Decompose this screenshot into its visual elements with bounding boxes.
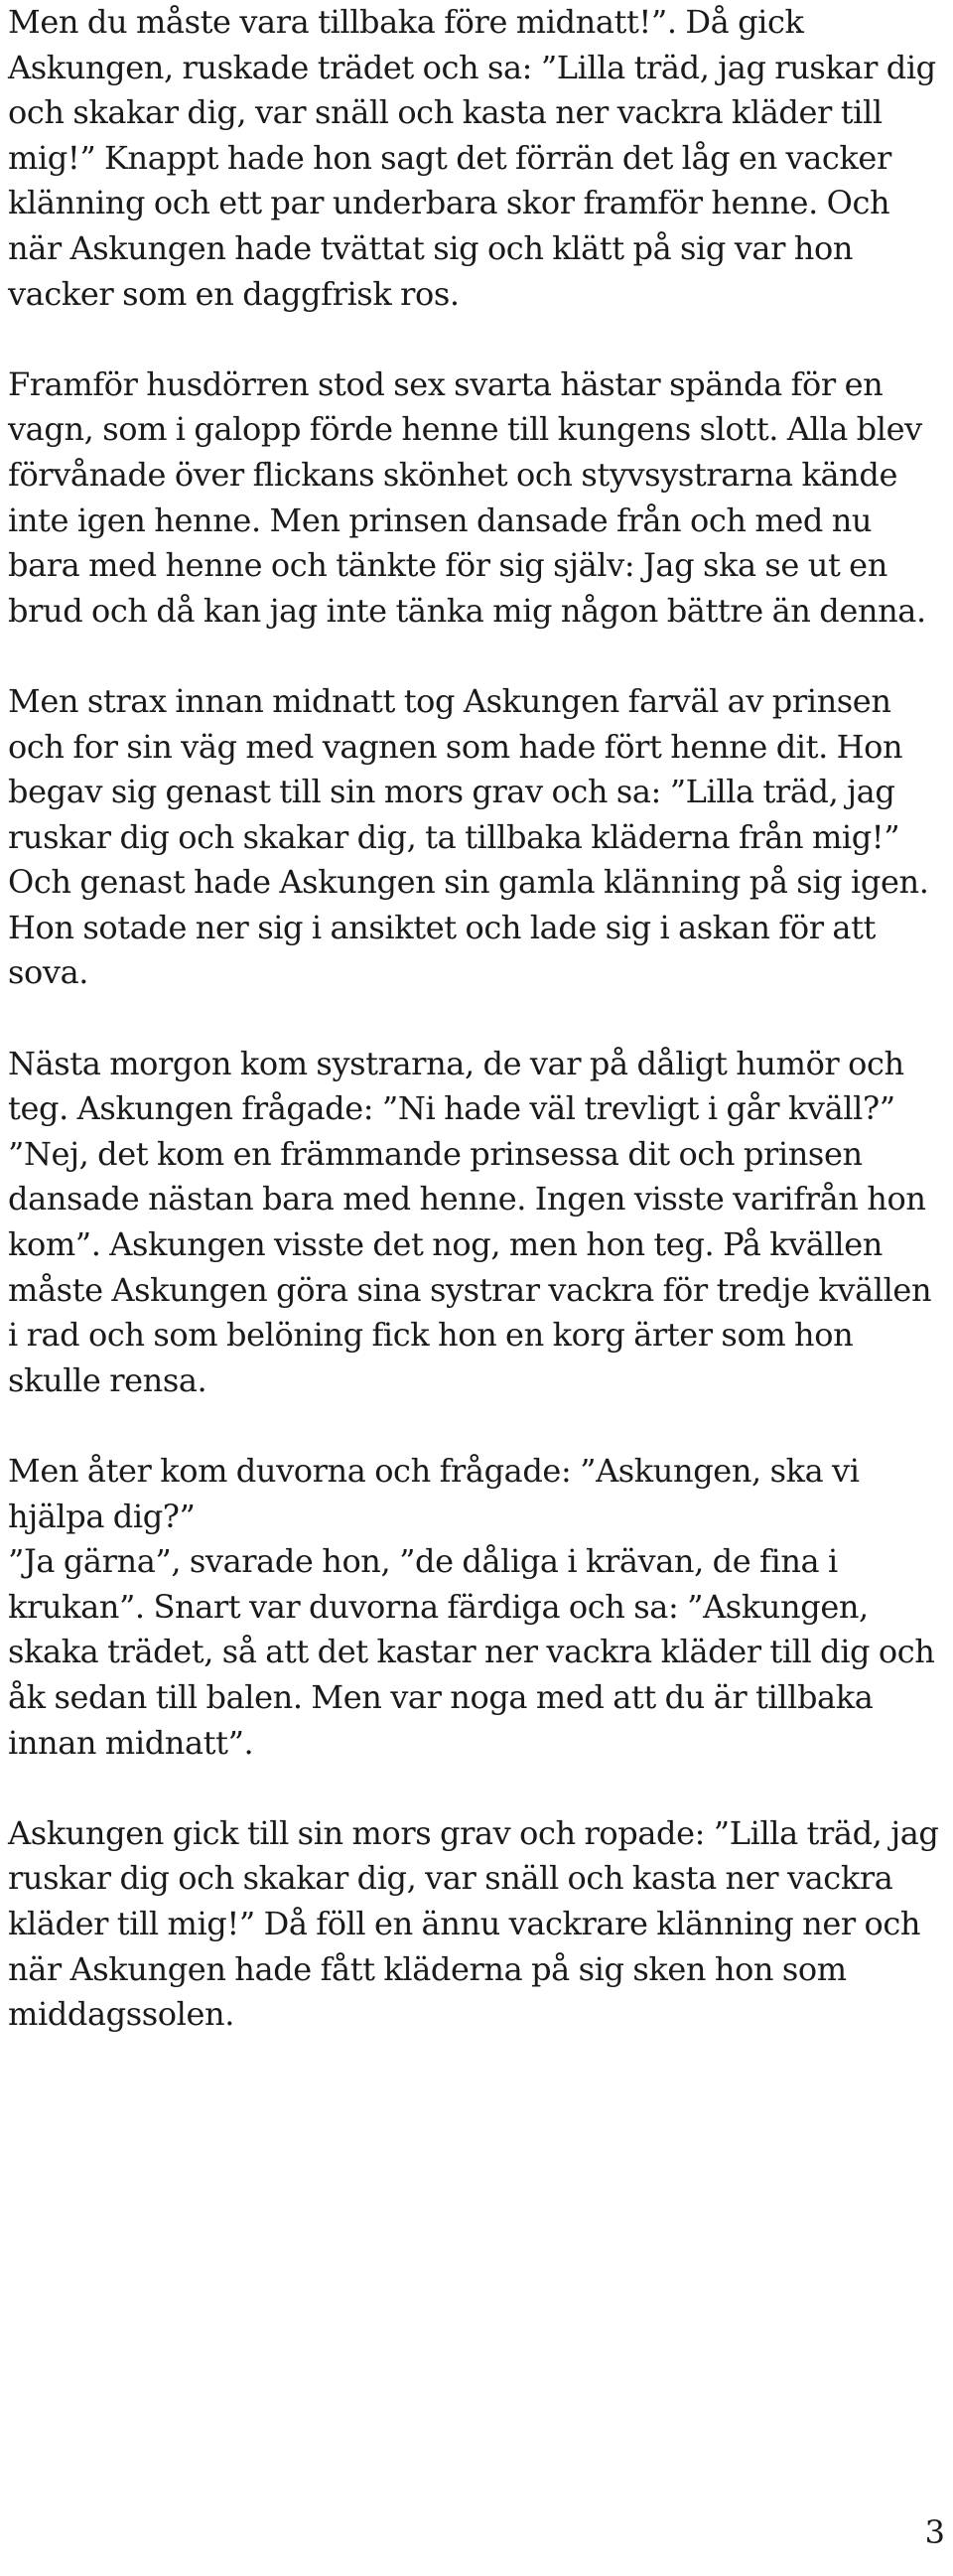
paragraph-7: ”Ja gärna”, svarade hon, ”de dåliga i krävan, de fina i krukan”. Snart var duvorna färdiga och sa: ”Askungen, skaka trädet, så att det kastar ner vackra kläder till dig och åk sedan till balen. Men var noga med att du är tillbaka innan midnatt”. <box>8 1542 935 1762</box>
paragraph-1: Men du måste vara tillbaka före midnatt!”. Då gick Askungen, ruskade trädet och sa: ”Lilla träd, jag ruskar dig och skakar dig, var snäll och kasta ner vackra kläder till mig!” Knappt hade hon sagt det förrän det låg en vacker klänning och ett par underbara skor framför henne. Och när Askungen hade tvättat sig och klätt på sig var hon vacker som en daggfrisk ros. <box>8 3 936 313</box>
paragraph-5: ”Nej, det kom en främmande prinsessa dit och prinsen dansade nästan bara med henne. Ingen visste varifrån hon kom”. Askungen visste det nog, men hon teg. På kvällen måste Askungen göra sina systrar vackra för tredje kvällen i rad och som belöning fick hon en korg ärter som hon skulle rensa. <box>8 1134 932 1399</box>
paragraph-8: Askungen gick till sin mors grav och ropade: ”Lilla träd, jag ruskar dig och skakar dig, var snäll och kasta ner vackra kläder till mig!” Då föll en ännu vackrare klänning ner och när Askungen hade fått kläderna på sig sken hon som middagssolen. <box>8 1813 939 2034</box>
page-number: 3 <box>924 2513 945 2551</box>
paragraph-2: Framför husdörren stod sex svarta hästar spända för en vagn, som i galopp förde henne till kungens slott. Alla blev förvånade över flickans skönhet och styvsystrarna kände inte igen henne. Men prinsen dansade från och med nu bara med henne och tänkte för sig själv: Jag ska se ut en brud och då kan jag inte tänka mig någon bättre än denna. <box>8 364 926 630</box>
paragraph-3: Men strax innan midnatt tog Askungen farväl av prinsen och for sin väg med vagnen som hade fört henne dit. Hon begav sig genast till sin mors grav och sa: ”Lilla träd, jag ruskar dig och skakar dig, ta tillbaka kläderna från mig!” Och genast hade Askungen sin gamla klänning på sig igen. Hon sotade ner sig i ansiktet och lade sig i askan för att sova. <box>8 681 929 992</box>
document-body <box>8 0 946 2038</box>
paragraph-4: Nästa morgon kom systrarna, de var på dåligt humör och teg. Askungen frågade: ”Ni hade väl trevligt i går kväll?” <box>8 1044 904 1128</box>
paragraph-6: Men åter kom duvorna och frågade: ”Askungen, ska vi hjälpa dig?” <box>8 1452 860 1535</box>
